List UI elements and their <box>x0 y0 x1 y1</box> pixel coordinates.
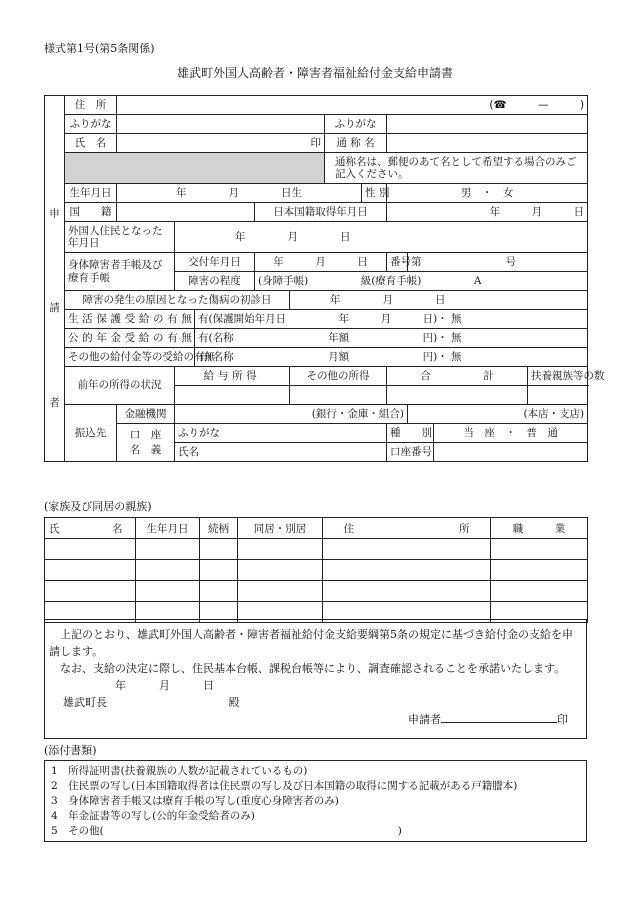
benefit-field[interactable]: 有(名称 月額 円)・ 無 <box>195 348 588 367</box>
benefit-label: 公的年金受給の有無 <box>65 329 195 348</box>
family-col-address: 住 所 <box>323 518 491 539</box>
account-number-field[interactable] <box>434 443 588 462</box>
attachment-item: 5 その他( ) <box>51 825 402 837</box>
income-col-dependents: 扶養親族等の数 <box>528 367 588 386</box>
form-title: 雄武町外国人高齢者・障害者福祉給付金支給申請書 <box>176 66 453 80</box>
form-number: 様式第1号(第5条関係) <box>44 42 155 55</box>
onset-label: 障害の発生の原因となった傷病の初診日 <box>65 291 290 310</box>
family-cell[interactable] <box>200 560 238 581</box>
family-cell[interactable] <box>45 581 136 602</box>
income-other-field[interactable] <box>290 386 387 405</box>
issue-date-label: 交付年月日 <box>175 253 255 272</box>
attachment-item: 2 住民票の写し(日本国籍取得者は住民票の写し及び日本国籍の取得に関する記載がある戸籍謄本) <box>51 780 518 792</box>
number-field[interactable]: 第 号 <box>408 253 588 272</box>
benefit-field[interactable]: 有(保護開始年月日 年 月 日)・ 無 <box>195 310 588 329</box>
account-number-label: 口座番号 <box>387 443 434 462</box>
name-seal: 印 <box>310 136 321 149</box>
bank-field[interactable]: (銀行・金庫・組合) <box>175 405 408 424</box>
family-cell[interactable] <box>323 560 491 581</box>
income-total-field[interactable] <box>387 386 528 405</box>
applicant-side-label: 申 請 者 <box>45 96 65 462</box>
furigana-label-2: ふりがな <box>325 115 387 134</box>
branch-field[interactable]: (本店・支店) <box>408 405 588 424</box>
type-label: 種 別 <box>387 424 434 443</box>
attachments-box <box>44 760 587 842</box>
attachment-item: 1 所得証明書(扶養親族の人数が記載されているもの) <box>51 765 308 777</box>
bank-label: 金融機関 <box>117 405 175 424</box>
nationality-label: 国 籍 <box>65 203 117 222</box>
jp-nationality-date-field[interactable]: 年 月 日 <box>387 203 588 222</box>
furigana-label: ふりがな <box>65 115 117 134</box>
income-col-salary: 給与所得 <box>175 367 290 386</box>
table-row <box>45 539 588 560</box>
table-row <box>45 560 588 581</box>
family-cell[interactable] <box>200 581 238 602</box>
address-field[interactable]: (☎ — ) <box>117 96 588 115</box>
family-col-job: 職 業 <box>491 518 588 539</box>
holder-furigana-field[interactable]: ふりがな <box>175 424 387 443</box>
family-col-relation: 続柄 <box>200 518 238 539</box>
income-salary-field[interactable] <box>175 386 290 405</box>
holder-name-field[interactable]: 氏名 <box>175 443 387 462</box>
family-col-birth: 生年月日 <box>136 518 200 539</box>
address-label: 住 所 <box>65 96 117 115</box>
application-table <box>44 95 605 462</box>
alias-field[interactable] <box>387 134 588 153</box>
holder-label: 口 座 名 義 <box>117 424 175 462</box>
birth-field[interactable]: 年 月 日生 <box>117 184 362 203</box>
disability-degree-label: 障害の程度 <box>175 272 255 291</box>
income-label: 前年の所得の状況 <box>65 367 175 405</box>
transfer-label: 振込先 <box>65 405 117 462</box>
birth-label: 生年月日 <box>65 184 117 203</box>
family-cell[interactable] <box>136 560 200 581</box>
number-label: 番号 <box>387 253 408 272</box>
family-cell[interactable] <box>323 581 491 602</box>
family-col-cohabit: 同居・別居 <box>238 518 323 539</box>
applicant-seal: 印 <box>557 713 568 727</box>
declaration-addressee <box>49 694 582 711</box>
family-cell[interactable] <box>238 539 323 560</box>
onset-field[interactable]: 年 月 日 <box>290 291 588 310</box>
income-col-other: その他の所得 <box>290 367 387 386</box>
declaration-paragraph-1: 上記のとおり、雄武町外国人高齢者・障害者福祉給付金支給要綱第5条の規定に基づき給付金の支給を申請します。 <box>49 628 573 659</box>
issue-date-field[interactable]: 年 月 日 <box>255 253 387 272</box>
family-cell[interactable] <box>238 581 323 602</box>
family-col-name: 氏 名 <box>45 518 136 539</box>
family-cell[interactable] <box>491 581 588 602</box>
sex-field[interactable]: 男 ・ 女 <box>387 184 588 203</box>
alias-furigana-field[interactable] <box>387 115 588 134</box>
attachment-item: 3 身体障害者手帳又は療育手帳の写し(重度心身障害者のみ) <box>51 795 339 807</box>
family-cell[interactable] <box>238 560 323 581</box>
family-cell[interactable] <box>323 539 491 560</box>
disability-book-label: 身体障害者手帳及び療育手帳 <box>65 253 175 291</box>
declaration-box <box>44 619 587 739</box>
family-cell[interactable] <box>491 539 588 560</box>
declaration-paragraph-2: なお、支給の決定に際し、住民基本台帳、課税台帳等により、調査確認されることを承諾いたします。 <box>60 662 566 676</box>
type-field[interactable]: 当 座 ・ 普 通 <box>434 424 588 443</box>
jp-nationality-date-label: 日本国籍取得年月日 <box>255 203 387 222</box>
family-cell[interactable] <box>200 539 238 560</box>
nationality-field[interactable] <box>117 203 255 222</box>
benefit-field[interactable]: 有(名称 年額 円)・ 無 <box>195 329 588 348</box>
name-field[interactable] <box>117 134 325 153</box>
sex-label: 性 別 <box>362 184 387 203</box>
benefit-label: その他の給付金等の受給の有無 <box>65 348 195 367</box>
addressee-honorific: 殿 <box>228 696 240 710</box>
income-col-total: 合 計 <box>387 367 528 386</box>
declaration-date[interactable]: 年 月 日 <box>115 679 214 693</box>
family-cell[interactable] <box>45 539 136 560</box>
family-cell[interactable] <box>136 539 200 560</box>
foreign-resident-label: 外国人住民となった年月日 <box>65 222 175 253</box>
foreign-resident-field[interactable]: 年 月 日 <box>175 222 588 253</box>
gray-blank <box>65 153 325 184</box>
benefit-label: 生活保護受給の有無 <box>65 310 195 329</box>
family-section-label: (家族及び同居の親族) <box>44 500 152 513</box>
disability-degree-field[interactable]: (身障手帳) 級(療育手帳) A <box>255 272 588 291</box>
family-cell[interactable] <box>136 581 200 602</box>
table-row <box>45 581 588 602</box>
alias-label: 通 称 名 <box>325 134 387 153</box>
name-label: 氏 名 <box>65 134 117 153</box>
applicant-signature[interactable] <box>49 711 582 728</box>
applicant-sign-label: 申請者 <box>408 713 441 727</box>
furigana-field[interactable] <box>117 115 325 134</box>
family-table <box>44 517 588 623</box>
family-cell[interactable] <box>491 560 588 581</box>
addressee-name: 雄武町長 <box>63 696 107 710</box>
attachments-section-label: (添付書類) <box>44 744 97 757</box>
family-cell[interactable] <box>45 560 136 581</box>
alias-note: 通称名は、郵便のあて名として希望する場合のみご記入ください。 <box>325 153 588 184</box>
attachment-item: 4 年金証書等の写し(公的年金受給者のみ) <box>51 810 255 822</box>
income-dependents-field[interactable] <box>528 386 588 405</box>
